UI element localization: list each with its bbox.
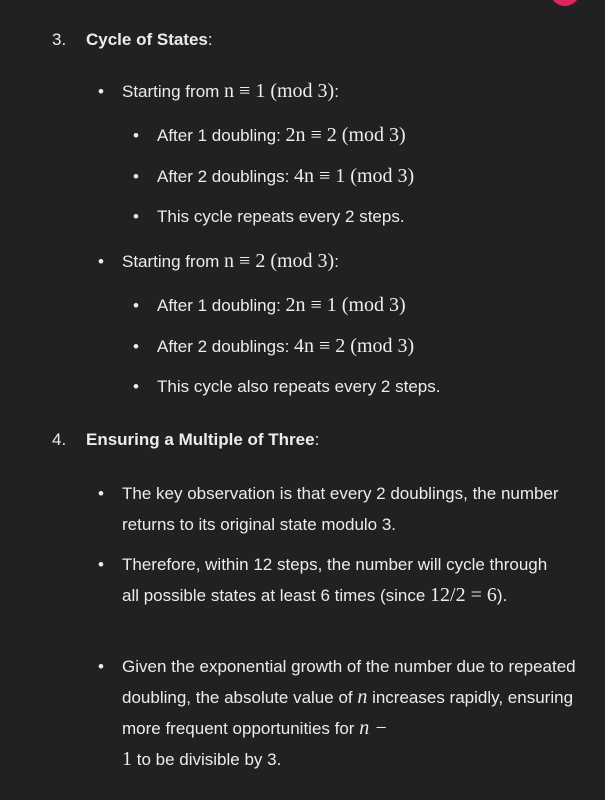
- list-item: • Therefore, within 12 steps, the number will cycle through all possible states at least 6 times (since 12/2 = 6).: [122, 549, 562, 611]
- bullet-icon: •: [133, 126, 139, 145]
- math-expression: n −: [359, 717, 388, 739]
- bullet-icon: •: [133, 296, 139, 315]
- bullet-icon: •: [98, 657, 104, 676]
- section-heading-4: 4. Ensuring a Multiple of Three:: [52, 428, 319, 452]
- math-expression: 2n ≡ 2 (mod 3): [285, 124, 406, 146]
- math-expression: 2n ≡ 1 (mod 3): [285, 294, 406, 316]
- math-expression: n ≡ 2 (mod 3): [224, 250, 335, 272]
- bullet-icon: •: [98, 252, 104, 271]
- bullet-icon: •: [133, 337, 139, 356]
- math-expression: 12/2 = 6: [430, 584, 497, 606]
- list-item: • After 1 doubling: 2n ≡ 2 (mod 3): [157, 120, 406, 151]
- list-item: • After 2 doublings: 4n ≡ 1 (mod 3): [157, 161, 414, 192]
- section-heading-3: 3. Cycle of States:: [52, 28, 213, 52]
- list-item: • Given the exponential growth of the number due to repeated doubling, the absolute value of n increases rapidly, ensuring more frequent opportunities for n − 1 to be divisible by 3.: [122, 651, 577, 775]
- math-expression: n ≡ 1 (mod 3): [224, 80, 335, 102]
- section-title: Cycle of States: [86, 30, 208, 49]
- math-number: 1: [122, 748, 132, 770]
- section-title: Ensuring a Multiple of Three: [86, 430, 315, 449]
- list-item: • This cycle repeats every 2 steps.: [157, 201, 405, 232]
- list-item: • Starting from n ≡ 1 (mod 3):: [122, 76, 339, 107]
- math-variable: n: [357, 686, 368, 708]
- list-item: • Starting from n ≡ 2 (mod 3):: [122, 246, 339, 277]
- bullet-icon: •: [98, 484, 104, 503]
- bullet-icon: •: [133, 207, 139, 226]
- bullet-icon: •: [133, 377, 139, 396]
- section-number: 3.: [52, 30, 67, 49]
- list-item: • After 2 doublings: 4n ≡ 2 (mod 3): [157, 331, 414, 362]
- list-item: • After 1 doubling: 2n ≡ 1 (mod 3): [157, 290, 406, 321]
- math-expression: 4n ≡ 2 (mod 3): [294, 335, 415, 357]
- list-item: • The key observation is that every 2 doublings, the number returns to its original state modulo 3.: [122, 478, 562, 540]
- bullet-icon: •: [98, 555, 104, 574]
- bullet-icon: •: [133, 167, 139, 186]
- section-number: 4.: [52, 430, 67, 449]
- list-item: • This cycle also repeats every 2 steps.: [157, 371, 440, 402]
- math-expression: 4n ≡ 1 (mod 3): [294, 165, 415, 187]
- corner-badge: [550, 0, 580, 6]
- bullet-icon: •: [98, 82, 104, 101]
